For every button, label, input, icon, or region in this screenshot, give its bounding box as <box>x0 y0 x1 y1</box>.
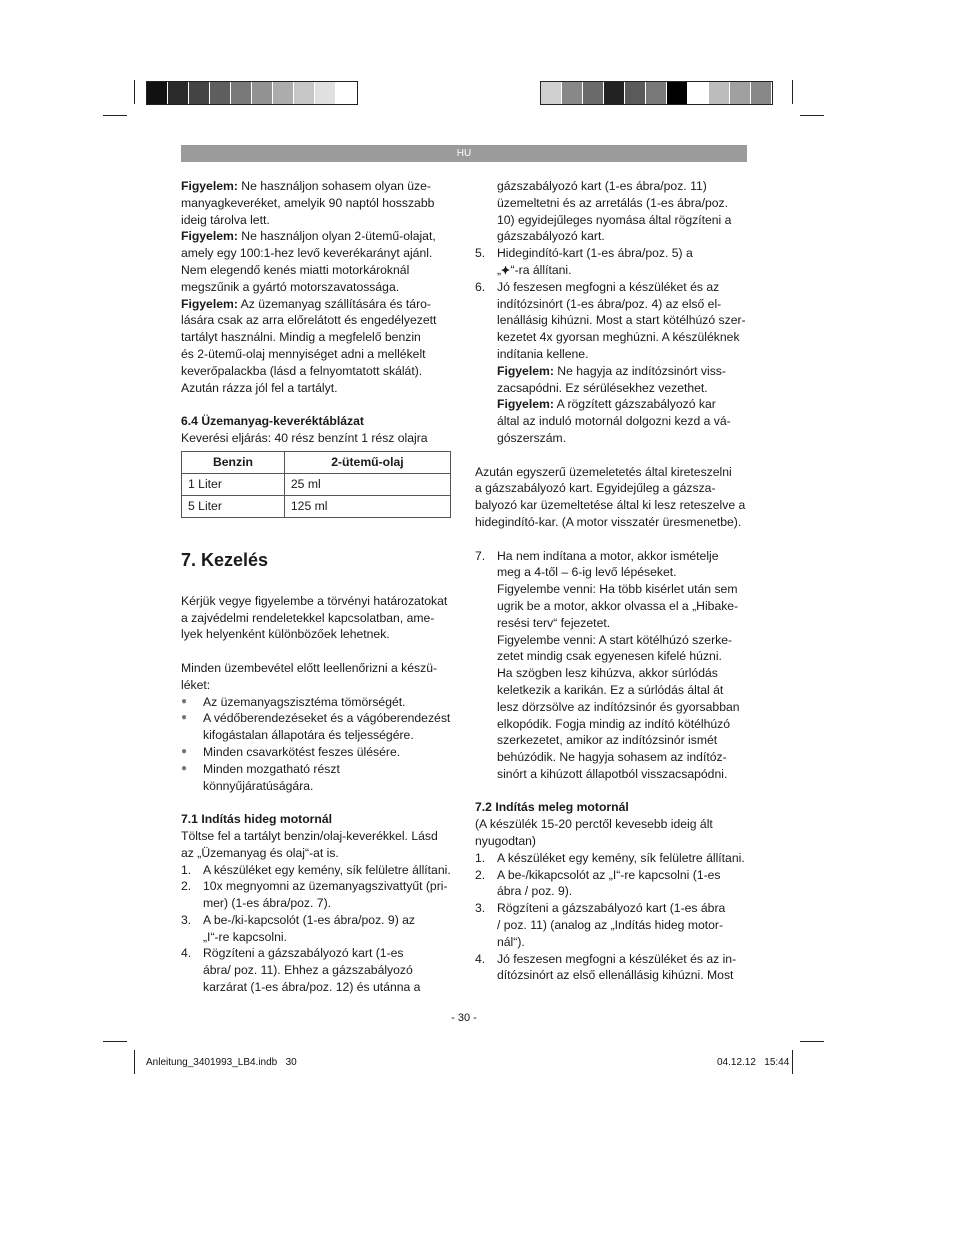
text-line: lenállásig kihúzni. Most a start kötélhúzó szer- <box>497 313 746 328</box>
table-cell: 125 ml <box>284 495 450 517</box>
text-line: nál“). <box>497 934 525 949</box>
bullet-icon: ● <box>181 712 188 724</box>
text-line: gázszabályozó kart (1-es ábra/poz. 11) <box>497 179 707 193</box>
text-line: lására csak az arra előrelátott és engedélyezett <box>181 313 437 328</box>
text-line: Töltse fel a tartályt benzin/olaj-keverékkel. Lásd <box>181 828 438 843</box>
text-line: 10) egyidejűleges nyomása által rögzíteni a <box>497 212 732 227</box>
list-item <box>181 761 456 795</box>
color-swatch <box>688 82 709 104</box>
text-line: lyek helyenként különbözőek lehetnek. <box>181 627 390 642</box>
footer-file: Anleitung_3401993_LB4.indb 30 <box>146 1057 297 1068</box>
table-cell: 25 ml <box>284 473 450 495</box>
text-line: A be-/kikapcsolót az „I“-re kapcsolni (1-es <box>497 867 721 882</box>
text-line: Minden mozgatható részt <box>203 761 340 776</box>
step-5: 5. Hidegindító-kart (1-es ábra/poz. 5) a „⯌“-ra állítani. <box>475 245 750 279</box>
steps-warm-start <box>475 850 750 984</box>
text-line: Figyelembe venni: Ha több kisérlet után sem <box>497 582 738 597</box>
color-swatch <box>210 82 231 104</box>
color-swatch <box>273 82 294 104</box>
text-line: amely egy 100:1-hez levő keverékarányt ajánl. <box>181 246 433 261</box>
color-swatch <box>336 82 357 104</box>
right-column <box>475 178 750 984</box>
text-line: lesz dörzsölve az indítózsinór és gyorsabban <box>497 699 740 714</box>
text-line: kezetet 4x gyorsan meghúzni. A készüléknek <box>497 330 740 345</box>
color-swatch <box>294 82 315 104</box>
color-swatch <box>751 82 772 104</box>
table-header: 2-ütemű-olaj <box>284 451 450 473</box>
text-line: gázszabályozó kart. <box>497 229 605 244</box>
step-number: 4. <box>475 951 486 966</box>
text-line: és 2-ütemű-olaj mennyiséget adni a mellékelt <box>181 346 426 361</box>
text-line: indítania kellene. <box>497 346 589 361</box>
text-line: (A készülék 15-20 perctől kevesebb ideig ált <box>475 817 713 832</box>
crop-mark <box>134 80 135 104</box>
warning-1: Figyelem: Ne használjon sohasem olyan üze- <box>181 179 431 193</box>
release-paragraph <box>475 464 750 531</box>
text-line: keverőpalackba (lásd a felnyomtatott skálát). <box>181 363 423 378</box>
text-line: Azután rázza jól fel a tartályt. <box>181 380 338 395</box>
text-line: Ha nem indítana a motor, akkor ismételje <box>497 548 719 563</box>
list-item <box>475 951 750 985</box>
page-number: - 30 - <box>451 1012 477 1024</box>
table-cell: 5 Liter <box>182 495 285 517</box>
text-line: Jó feszesen megfogni a készüléket és az <box>497 279 720 294</box>
text-line: „I“-re kapcsolni. <box>203 929 287 944</box>
bullet-icon: ● <box>181 762 188 774</box>
text-line: Nem elegendő kenés miatti motorkároknál <box>181 262 410 277</box>
color-swatch <box>231 82 252 104</box>
text-line: kifogástalan állapotára és teljességére. <box>203 728 414 743</box>
chapter-title: 7. Kezelés <box>181 549 269 570</box>
text-line: a gázszabályozó kart. Egyidejűleg a gázsza- <box>475 481 716 496</box>
step-number: 2. <box>181 879 192 894</box>
text-line: Kérjük vegye figyelembe a törvényi határozatokat <box>181 593 448 608</box>
text-line: manyagkeveréket, amelyik 90 naptól hosszabb <box>181 195 435 210</box>
list-item <box>475 867 750 901</box>
text-line: Minden üzembevétel előtt leellenőrizni a készü- <box>181 660 438 675</box>
text-line: / poz. 11) (analog az „Indítás hideg motor- <box>497 918 724 933</box>
text-line: keletkezik a karikán. Ez a súrlódás által át <box>497 682 724 697</box>
footer-date: 04.12.12 15:44 <box>717 1057 790 1068</box>
text-line: által az induló motornál dolgozni kezd a vá- <box>497 414 731 429</box>
text-line: zetet mindig csak egyenesen kifelé húzni. <box>497 649 722 664</box>
step-7: 7. Ha nem indítana a motor, akkor ismételje meg a 4-től – 6-ig levő lépéseket. Figyelembe venni: Ha több kisérlet után sem ugrik be a motor, akkor olvassa el a „Hibake- resési terv“ fejezetet. Figyelembe venni: A start kötélhúzó szerke- zetet mindig csak egyenesen kifelé húzni. Ha szögben lesz kihúzva, akkor súrlódás keletkezik a karikán. Ez a súrlódás által át lesz dörzsölve az indítózsinór és gyorsabban elkopódik. Fogja mindig az indító kötélhúzó szerkezetet, amikor az indítózsinór ismét behúzódik. Ne hagyja sohasem az indítóz- sinórt a kihúzott állapotból visszacsapódni. <box>475 548 750 783</box>
text-line: A védőberendezéseket és a vágóberendezést <box>203 711 451 726</box>
step-4-continuation <box>475 178 750 245</box>
text-line: Rögzíteni a gázszabályozó kart (1-es ábra <box>497 901 726 916</box>
step-number: 1. <box>475 850 486 865</box>
color-swatch <box>730 82 751 104</box>
step-number: 1. <box>181 862 192 877</box>
text-line: nyugodtan) <box>475 834 536 849</box>
color-swatch <box>147 82 168 104</box>
text-line: gószerszám. <box>497 430 567 445</box>
list-item <box>181 744 456 761</box>
list-item <box>475 850 750 867</box>
color-swatch <box>709 82 730 104</box>
color-swatch <box>189 82 210 104</box>
language-header-bar <box>181 145 747 162</box>
text-line: könnyűjáratúságára. <box>203 778 314 793</box>
text-line: balyozó kar üzemeltetése által ki lesz reteszelve a <box>475 498 746 513</box>
text-line: A készüléket egy kemény, sík felületre állítani. <box>203 862 451 877</box>
crop-mark <box>792 80 793 104</box>
text-line: elkopódik. Fogja mindig az indító kötélhúzó <box>497 716 731 731</box>
list-item <box>181 862 456 879</box>
color-swatch <box>646 82 667 104</box>
crop-mark <box>103 1041 127 1042</box>
step-number: 3. <box>475 901 486 916</box>
section-title-6-4: 6.4 Üzemanyag-keveréktáblázat <box>181 414 364 429</box>
text-line: megszűnik a gyártó motorszavatossága. <box>181 279 400 294</box>
text-line: dítózsinórt az első ellenállásig kihúzni. Most <box>497 968 734 983</box>
table-header: Benzin <box>182 451 285 473</box>
text-line: a zajvédelmi rendeletekkel kapcsolatban, ame- <box>181 610 435 625</box>
step-number: 3. <box>181 912 192 927</box>
color-swatch <box>252 82 273 104</box>
list-item <box>181 694 456 711</box>
text-line: indítózsinórt (1-es ábra/poz. 4) az első el- <box>497 296 722 311</box>
color-swatch <box>667 82 688 104</box>
text-line: Ha szögben lesz kihúzva, akkor súrlódás <box>497 666 718 681</box>
list-item <box>181 912 456 946</box>
text-line: meg a 4-től – 6-ig levő lépéseket. <box>497 565 677 580</box>
text-line: Hidegindító-kart (1-es ábra/poz. 5) a <box>497 246 693 261</box>
step-number: 4. <box>181 946 192 961</box>
crop-mark <box>103 115 127 116</box>
warning-2: Figyelem: Ne használjon olyan 2-ütemű-olajat, <box>181 229 436 244</box>
section-title-7-1: 7.1 Indítás hideg motornál <box>181 812 333 827</box>
color-calibration-strip-left <box>146 81 358 105</box>
text-line: karzárat (1-es ábra/poz. 12) és utánna a <box>203 980 421 995</box>
color-swatch <box>562 82 583 104</box>
mix-ratio-text: Keverési eljárás: 40 rész benzínt 1 rész olajra <box>181 430 428 445</box>
color-swatch <box>625 82 646 104</box>
color-swatch <box>604 82 625 104</box>
text-line: Azután egyszerű üzemeletetés által kireteszelni <box>475 464 732 479</box>
color-swatch <box>315 82 336 104</box>
crop-mark <box>800 115 824 116</box>
color-swatch <box>583 82 604 104</box>
text-line: léket: <box>181 677 211 692</box>
warning: Figyelem: A rögzített gázszabályozó kar <box>497 397 716 412</box>
text-line: üzemeltetni és az arretálás (1-es ábra/poz. <box>497 195 728 210</box>
bullet-icon: ● <box>181 695 188 707</box>
crop-mark <box>800 1041 824 1042</box>
text-line: ábra/ poz. 11). Ehhez a gázszabályozó <box>203 963 413 978</box>
text-line: ugrik be a motor, akkor olvassa el a „Hibake- <box>497 598 739 613</box>
text-line: ábra / poz. 9). <box>497 884 573 899</box>
text-line: Jó feszesen megfogni a készüléket és az in- <box>497 951 737 966</box>
table-row <box>182 473 451 495</box>
step-6: 6. Jó feszesen megfogni a készüléket és az indítózsinórt (1-es ábra/poz. 4) az első el- lenállásig kihúzni. Most a start kötélhúzó szer- kezetet 4x gyorsan meghúzni. A készüléknek indítania kellene. Figyelem: Ne hagyja az indítózsinórt viss- zacsapódni. Ez sérülésekhez vezethet. Figyelem: A rögzített gázszabályozó kar által az induló motornál dolgozni kezd a vá- gószerszám. <box>475 279 750 447</box>
text-line: „⯌“-ra állítani. <box>497 262 572 277</box>
color-swatch <box>541 82 562 104</box>
text-line: hidegindító-kar. (A motor visszatér üresmenetbe). <box>475 514 742 529</box>
text-line: mer) (1-es ábra/poz. 7). <box>203 896 332 911</box>
list-item <box>475 900 750 950</box>
list-item <box>181 878 456 912</box>
warning: Figyelem: Ne hagyja az indítózsinórt viss- <box>497 363 726 378</box>
step-number: 2. <box>475 867 486 882</box>
steps-cold-start <box>181 862 456 996</box>
text-line: az „Üzemanyag és olaj“-at is. <box>181 845 339 860</box>
text-line: A készüléket egy kemény, sík felületre állítani. <box>497 850 745 865</box>
text-line: Figyelembe venni: A start kötélhúzó szerke- <box>497 632 733 647</box>
crop-mark <box>792 1050 793 1074</box>
text-line: szerkezetet, amikor az indítózsinór ismét <box>497 733 718 748</box>
checklist <box>181 694 456 795</box>
color-calibration-strip-right <box>540 81 773 105</box>
left-column <box>181 178 456 996</box>
text-line: A be-/ki-kapcsolót (1-es ábra/poz. 9) az <box>203 912 416 927</box>
text-line: ideig tárolva lett. <box>181 212 270 227</box>
text-line: resési terv“ fejezetet. <box>497 615 611 630</box>
text-line: sinórt a kihúzott állapotból visszacsapódni. <box>497 766 728 781</box>
text-line: Az üzemanyagszisztéma tömörségét. <box>203 694 406 709</box>
crop-mark <box>134 1050 135 1074</box>
table-cell: 1 Liter <box>182 473 285 495</box>
fuel-mix-table <box>181 451 451 518</box>
warning-3: Figyelem: Az üzemanyag szállítására és táro- <box>181 296 431 311</box>
text-line: Rögzíteni a gázszabályozó kart (1-es <box>203 946 404 961</box>
text-line: zacsapódni. Ez sérülésekhez vezethet. <box>497 380 708 395</box>
text-line: Minden csavarkötést feszes ülésére. <box>203 744 401 759</box>
list-item <box>181 710 456 744</box>
color-swatch <box>168 82 189 104</box>
table-row <box>182 495 451 517</box>
text-line: 10x megnyomni az üzemanyagszivattyűt (pri- <box>203 879 448 894</box>
list-item <box>181 945 456 995</box>
text-line: behúzódik. Ne hagyja sohasem az indítóz- <box>497 750 727 765</box>
language-code: HU <box>456 148 472 159</box>
text-line: tartályt használni. Mindig a megfelelő benzin <box>181 330 421 345</box>
section-title-7-2: 7.2 Indítás meleg motornál <box>475 800 629 815</box>
bullet-icon: ● <box>181 745 188 757</box>
